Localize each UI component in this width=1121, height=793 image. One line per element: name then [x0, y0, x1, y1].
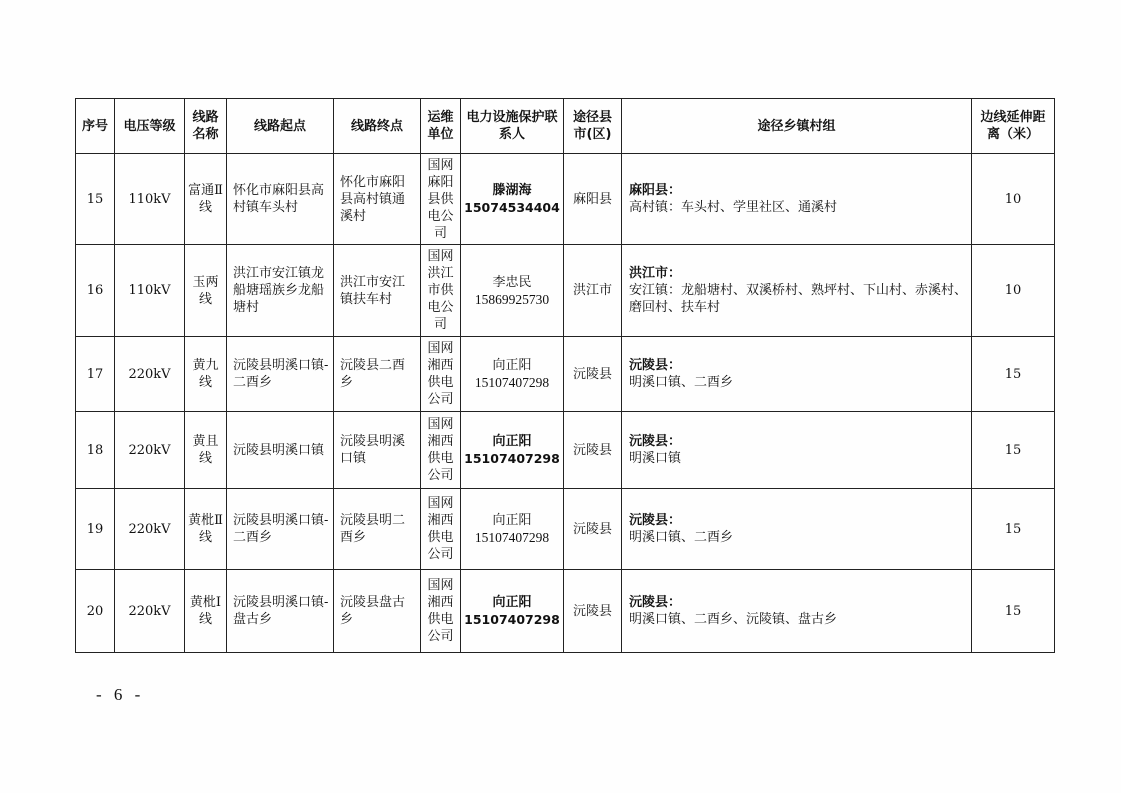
header-distance: 边线延伸距离（米）	[972, 99, 1055, 154]
cell-start: 沅陵县明溪口镇-二酉乡	[227, 337, 334, 412]
cell-distance: 10	[972, 245, 1055, 337]
cell-contact	[461, 337, 564, 412]
cell-line-name: 黄九线	[185, 337, 227, 412]
cell-county: 沅陵县	[564, 412, 622, 489]
cell-distance: 15	[972, 412, 1055, 489]
contact-phone: 15107407298	[464, 451, 560, 466]
power-line-table	[75, 98, 1055, 653]
cell-county: 沅陵县	[564, 337, 622, 412]
header-towns: 途径乡镇村组	[622, 99, 972, 154]
header-line-name: 线路名称	[185, 99, 227, 154]
towns-detail: 高村镇：车头村、学里社区、通溪村	[629, 200, 838, 215]
towns-detail: 明溪口镇、二酉乡、沅陵镇、盘古乡	[629, 612, 838, 627]
cell-voltage: 110kV	[115, 245, 185, 337]
cell-county: 沅陵县	[564, 489, 622, 570]
table-row	[76, 489, 1055, 570]
cell-operator: 国网洪江市供电公司	[421, 245, 461, 337]
towns-county: 洪江市：	[629, 266, 682, 281]
towns-county: 沅陵县：	[629, 595, 682, 610]
cell-line-name: 玉两线	[185, 245, 227, 337]
towns-detail: 明溪口镇、二酉乡	[629, 530, 734, 545]
cell-line-name: 富通Ⅱ线	[185, 154, 227, 245]
cell-end: 怀化市麻阳县高村镇通溪村	[334, 154, 421, 245]
header-voltage: 电压等级	[115, 99, 185, 154]
cell-line-name: 黄枇Ⅱ线	[185, 489, 227, 570]
cell-start: 沅陵县明溪口镇-盘古乡	[227, 570, 334, 653]
cell-start: 沅陵县明溪口镇	[227, 412, 334, 489]
cell-county: 麻阳县	[564, 154, 622, 245]
page-number: - 6 -	[96, 685, 145, 704]
cell-seq: 18	[76, 412, 115, 489]
header-start: 线路起点	[227, 99, 334, 154]
cell-seq: 15	[76, 154, 115, 245]
cell-operator: 国网湘西供电公司	[421, 570, 461, 653]
cell-county: 沅陵县	[564, 570, 622, 653]
table-row	[76, 245, 1055, 337]
cell-voltage: 220kV	[115, 489, 185, 570]
towns-county: 沅陵县：	[629, 513, 682, 528]
contact-name: 向正阳	[492, 513, 532, 528]
cell-distance: 15	[972, 570, 1055, 653]
towns-county: 沅陵县：	[629, 358, 682, 373]
contact-name: 向正阳	[492, 595, 532, 610]
cell-towns	[622, 245, 972, 337]
towns-detail: 明溪口镇	[629, 451, 682, 466]
cell-operator: 国网湘西供电公司	[421, 337, 461, 412]
table-row	[76, 570, 1055, 653]
cell-distance: 15	[972, 337, 1055, 412]
towns-county: 沅陵县：	[629, 434, 682, 449]
cell-operator: 国网湘西供电公司	[421, 412, 461, 489]
cell-seq: 16	[76, 245, 115, 337]
cell-contact	[461, 489, 564, 570]
table-row	[76, 154, 1055, 245]
cell-voltage: 220kV	[115, 570, 185, 653]
table-row	[76, 337, 1055, 412]
cell-towns	[622, 489, 972, 570]
contact-name: 滕湖海	[492, 183, 532, 198]
contact-name: 李忠民	[492, 274, 532, 290]
cell-seq: 20	[76, 570, 115, 653]
cell-towns	[622, 412, 972, 489]
cell-towns	[622, 337, 972, 412]
header-row	[76, 99, 1055, 154]
cell-seq: 19	[76, 489, 115, 570]
header-seq: 序号	[76, 99, 115, 154]
towns-county: 麻阳县：	[629, 183, 682, 198]
cell-start: 怀化市麻阳县高村镇车头村	[227, 154, 334, 245]
cell-operator: 国网麻阳县供电公司	[421, 154, 461, 245]
cell-seq: 17	[76, 337, 115, 412]
cell-towns	[622, 570, 972, 653]
cell-end: 洪江市安江镇扶车村	[334, 245, 421, 337]
cell-voltage: 220kV	[115, 337, 185, 412]
cell-line-name: 黄枇Ⅰ线	[185, 570, 227, 653]
header-county: 途径县市(区)	[564, 99, 622, 154]
contact-phone: 15074534404	[464, 200, 560, 215]
cell-start: 洪江市安江镇龙船塘瑶族乡龙船塘村	[227, 245, 334, 337]
cell-voltage: 220kV	[115, 412, 185, 489]
contact-phone: 15107407298	[474, 375, 550, 390]
table-row	[76, 412, 1055, 489]
cell-contact	[461, 154, 564, 245]
cell-towns	[622, 154, 972, 245]
cell-operator: 国网湘西供电公司	[421, 489, 461, 570]
cell-end: 沅陵县明二酉乡	[334, 489, 421, 570]
contact-name: 向正阳	[492, 358, 532, 373]
cell-end: 沅陵县明溪口镇	[334, 412, 421, 489]
contact-name: 向正阳	[492, 434, 532, 449]
cell-start: 沅陵县明溪口镇-二酉乡	[227, 489, 334, 570]
contact-phone: 15107407298	[464, 612, 560, 627]
cell-contact	[461, 570, 564, 653]
cell-line-name: 黄且线	[185, 412, 227, 489]
header-operator: 运维单位	[421, 99, 461, 154]
cell-distance: 10	[972, 154, 1055, 245]
towns-detail: 明溪口镇、二酉乡	[629, 375, 734, 390]
contact-phone: 15869925730	[474, 291, 550, 307]
header-end: 线路终点	[334, 99, 421, 154]
cell-county: 洪江市	[564, 245, 622, 337]
towns-detail: 安江镇：龙船塘村、双溪桥村、熟坪村、下山村、赤溪村、磨回村、扶车村	[629, 283, 968, 315]
cell-contact	[461, 245, 564, 337]
cell-voltage: 110kV	[115, 154, 185, 245]
cell-contact	[461, 412, 564, 489]
contact-phone: 15107407298	[474, 530, 550, 545]
cell-end: 沅陵县盘古乡	[334, 570, 421, 653]
cell-end: 沅陵县二酉乡	[334, 337, 421, 412]
cell-distance: 15	[972, 489, 1055, 570]
header-contact: 电力设施保护联系人	[461, 99, 564, 154]
